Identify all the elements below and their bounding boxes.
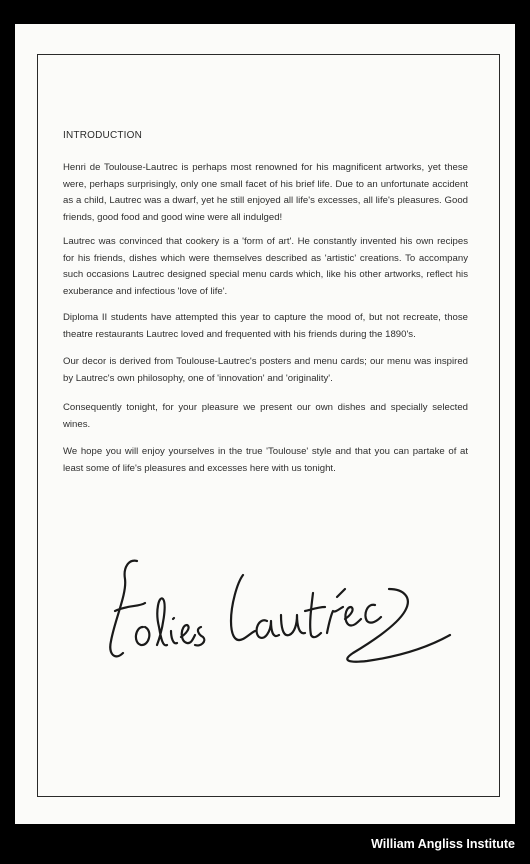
paragraph-3: Diploma II students have attempted this year to capture the mood of, but not recreate, those theatre restaurants Lautrec loved and frequented with his friends during the 1890's. [63, 312, 468, 340]
paragraph-6: We hope you will enjoy yourselves in the true 'Toulouse' style and that you can partake of at least some of life's pleasures and excesses here with us tonight. [63, 446, 468, 474]
handwritten-signature [105, 549, 455, 694]
document-page [15, 24, 515, 824]
paragraph-2: Lautrec was convinced that cookery is a 'form of art'. He constantly invented his own recipes for his friends, dishes which were themselves described as 'artistic' creations. To accompany such occasions Lautrec designed special menu cards which, like his other artworks, reflect his exuberance and infectious 'love of life'. [63, 236, 468, 297]
paragraph-4: Our decor is derived from Toulouse-Lautrec's posters and menu cards; our menu was inspired by Lautrec's own philosophy, one of 'innovation' and 'originality'. [63, 356, 468, 384]
institution-credit: William Angliss Institute [371, 837, 515, 851]
paragraph-1: Henri de Toulouse-Lautrec is perhaps most renowned for his magnificent artworks, yet these were, perhaps surprisingly, only one small facet of his brief life. Due to an unfortunate accident as a child, Lautrec was a dwarf, yet he still enjoyed all life's excesses, all life's pleasures. Good friends, good food and good wine were all indulged! [63, 162, 468, 223]
paragraph-5: Consequently tonight, for your pleasure we present our own dishes and specially selected wines. [63, 402, 468, 430]
section-heading: INTRODUCTION [63, 130, 143, 141]
